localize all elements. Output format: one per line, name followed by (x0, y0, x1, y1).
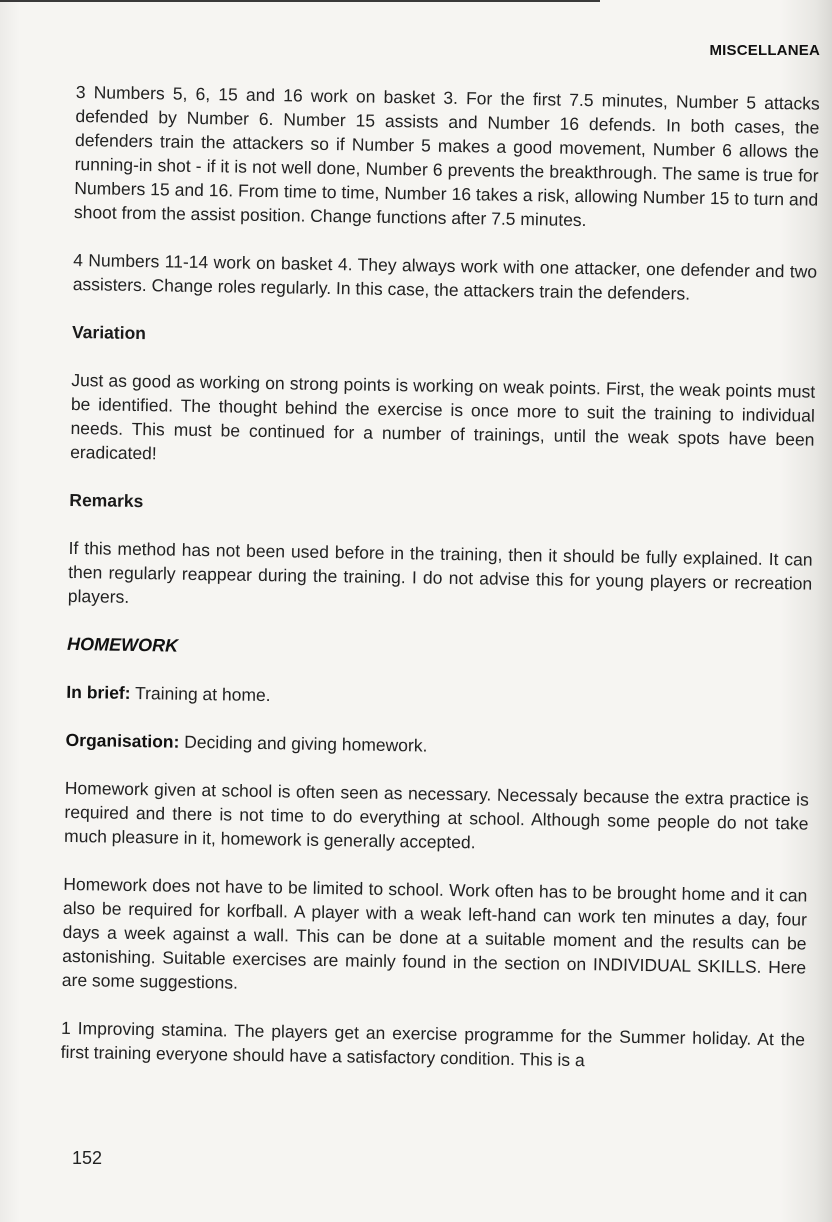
variation-section (70, 368, 815, 476)
homework-paragraph-3 (61, 1016, 806, 1076)
homework-paragraph-2 (62, 872, 808, 1004)
homework-paragraph-3-text: 1 Improving stamina. The players get an exercise programme for the Summer holiday. At the first training everyone should have a satisfactory condition. This is a (60, 1017, 806, 1071)
variation-heading: Variation (71, 321, 147, 344)
remarks-heading: Remarks (69, 489, 144, 512)
page-body (60, 80, 820, 1100)
homework-heading: HOMEWORK (66, 633, 179, 656)
in-brief-text: Training at home. (130, 682, 271, 706)
remarks-section (68, 536, 813, 620)
homework-paragraph-2-text: Homework does not have to be limited to school. Work often has to be brought home and it can also be required for korfball. A player with a weak left-hand can work ten minutes a day, four days a week against a wall. This can be done at a suitable moment and the results can be astonishing. Suitable exercises are mainly found in the section on INDIVIDUAL SKILLS. Here are some suggestions. (61, 873, 808, 993)
organisation-text: Deciding and giving homework. (179, 731, 428, 756)
homework-paragraph-1-text: Homework given at school is often seen as necessary. Necessaly because the extra practice is required and there is not time to do everything at school. Although some people do not take much pleasure in it, homework is generally accepted. (63, 777, 809, 853)
in-brief-line (66, 680, 810, 716)
paragraph-3-text: 3 Numbers 5, 6, 15 and 16 work on basket 3. For the first 7.5 minutes, Number 5 attacks defended by Number 6. Number 15 assists and Number 16 defends. In both cases, the defenders train the attackers so if Number 5 makes a good movement, Number 6 allows the running-in shot - if it is not well done, Number 6 prevents the breakthrough. The same is true for Numbers 15 and 16. From time to time, Number 16 takes a risk, allowing Number 15 to turn and shoot from the assist position. Change functions after 7.5 minutes. (73, 81, 820, 231)
in-brief-label: In brief: (66, 681, 131, 703)
homework-paragraph-1 (64, 776, 809, 860)
organisation-line (65, 728, 809, 764)
variation-text: Just as good as working on strong points is working on weak points. First, the weak points must be identified. The thought behind the exercise is once more to suit the training to individual needs. This must be continued for a number of trainings, until the weak spots have been eradicated! (69, 369, 816, 464)
organisation-label: Organisation: (65, 729, 180, 752)
page-number: 152 (72, 1148, 103, 1168)
paragraph-4-text: 4 Numbers 11-14 work on basket 4. They always work with one attacker, one defender and two assisters. Change roles regularly. In this case, the attackers train the defenders. (72, 249, 818, 304)
paragraph-4 (73, 248, 818, 308)
paragraph-3 (74, 80, 820, 236)
running-head: MISCELLANEA (709, 42, 820, 59)
remarks-text: If this method has not been used before in the training, then it should be fully explained. It can then regularly reappear during the training. I do not advise this for young players or recreation players. (67, 537, 813, 607)
top-rule (0, 0, 600, 2)
